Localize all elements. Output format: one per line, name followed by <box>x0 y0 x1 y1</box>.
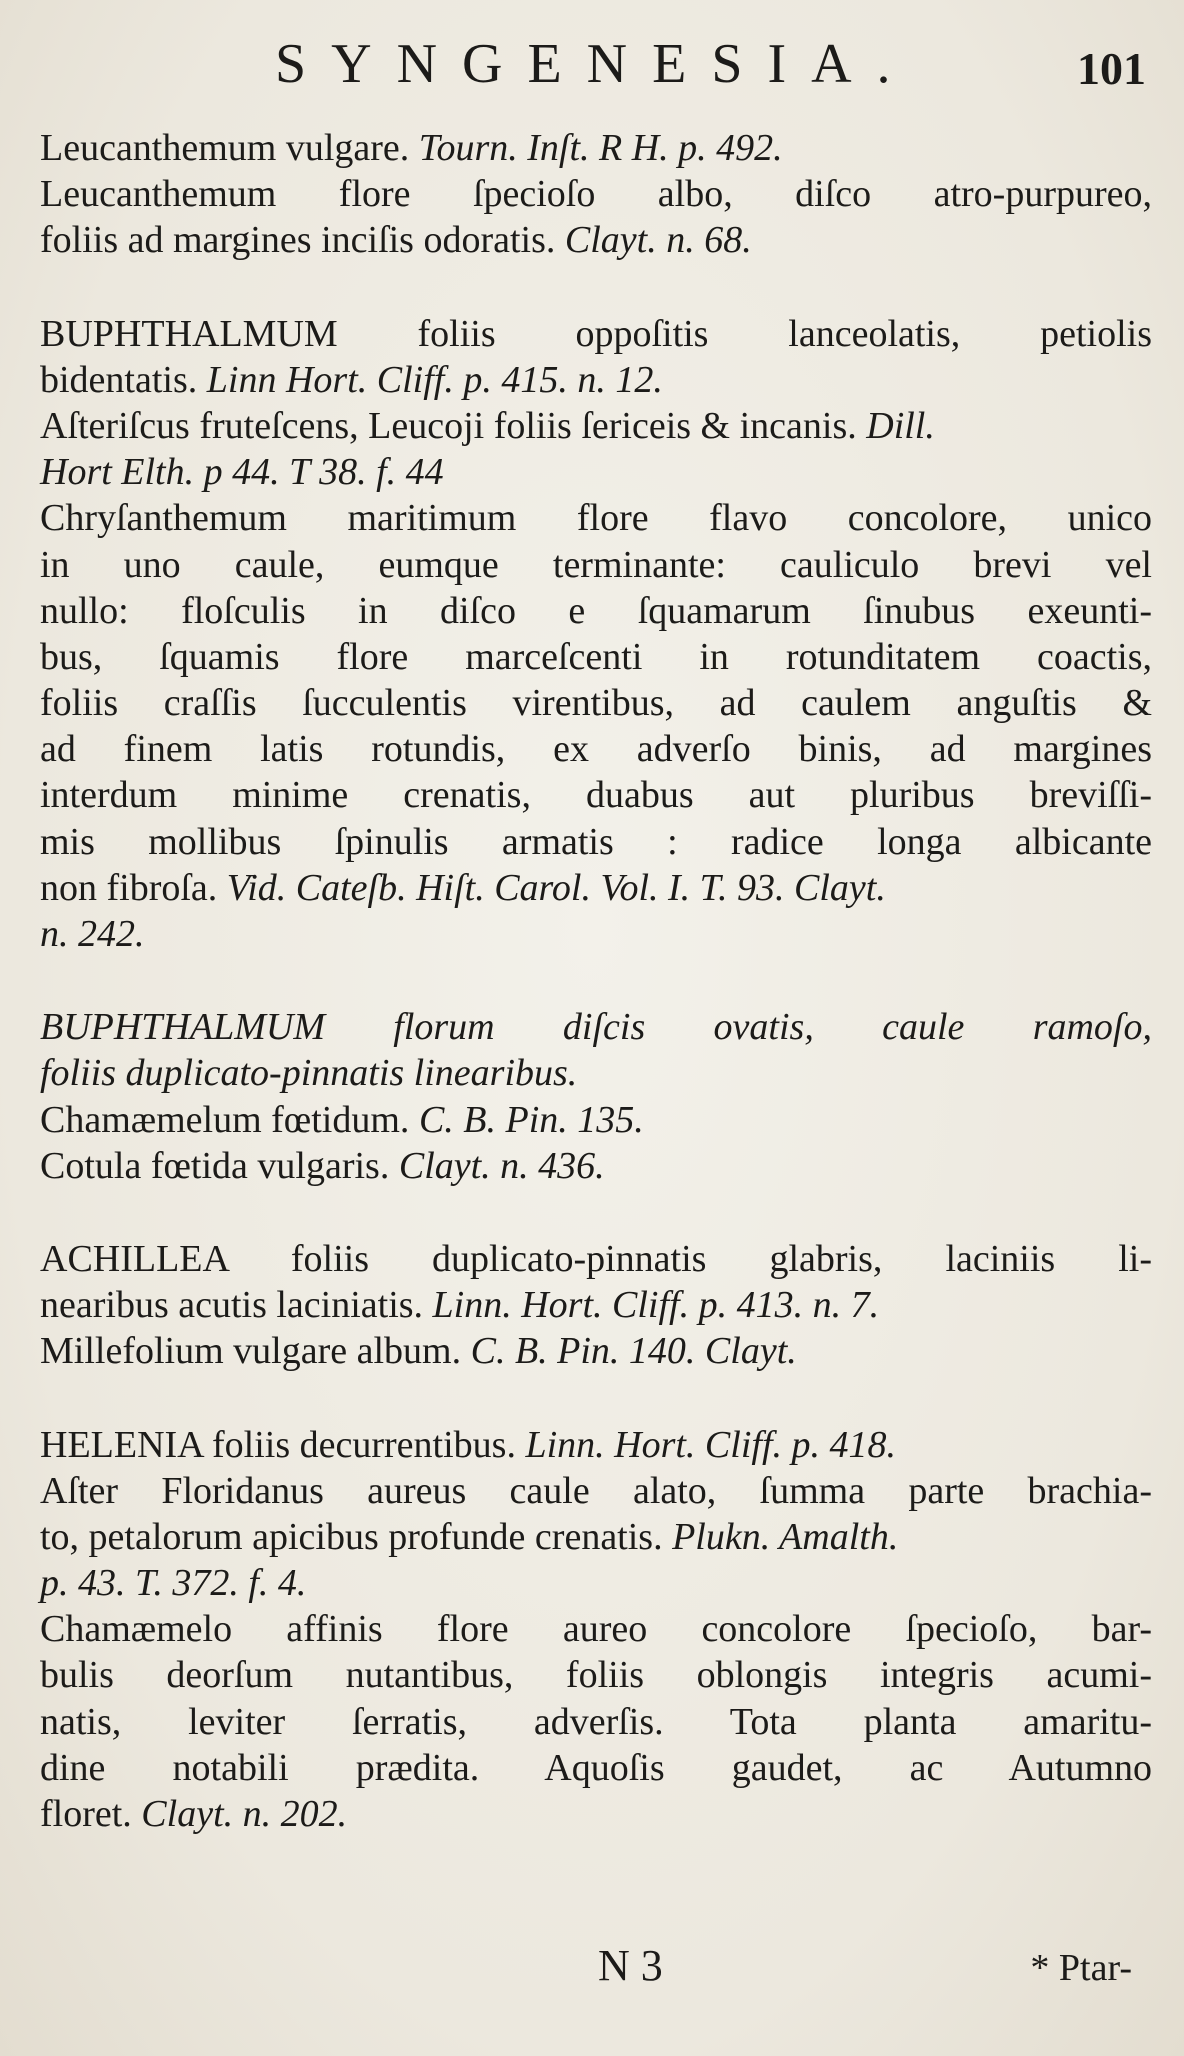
line-text: floret. <box>40 1793 142 1835</box>
text-line <box>40 311 1152 357</box>
text-line <box>40 1143 1152 1189</box>
text-line <box>40 772 1152 818</box>
entry-leucanthemum <box>40 125 1152 264</box>
text-line <box>40 1236 1152 1282</box>
text-line <box>40 1791 1152 1837</box>
line-text: nullo: floſculis in diſco e ſquamarum ſinubus exeunti- <box>40 589 1152 632</box>
line-text: Cotula fœtida vulgaris. <box>40 1144 399 1187</box>
citation: BUPHTHALMUM florum diſcis ovatis, caule ramoſo, <box>40 1006 1152 1049</box>
block-separator <box>40 1375 1152 1422</box>
line-text: dine notabili prædita. Aquoſis gaudet, ac Autumno <box>40 1746 1152 1789</box>
text-line <box>40 1282 1152 1328</box>
text-line <box>40 495 1152 541</box>
line-text: bus, ſquamis flore marceſcenti in rotunditatem coactis, <box>40 635 1152 678</box>
citation: n. 242. <box>40 913 145 955</box>
line-text: Aſter Floridanus aureus caule alato, ſumma parte brachia- <box>40 1469 1152 1512</box>
text-line <box>40 1606 1152 1652</box>
text-line <box>40 171 1152 217</box>
text-line <box>40 1050 1152 1096</box>
text-line <box>40 1468 1152 1514</box>
line-text: in uno caule, eumque terminante: cauliculo brevi vel <box>40 543 1152 586</box>
text-line <box>40 726 1152 772</box>
text-line <box>40 1560 1152 1606</box>
text-line <box>40 217 1152 263</box>
entry-helenia <box>40 1422 1152 1838</box>
citation: Clayt. n. 436. <box>398 1144 605 1187</box>
text-line <box>40 449 1152 495</box>
citation: Clayt. n. 202. <box>141 1793 348 1835</box>
line-text: Millefolium vulgare album. <box>40 1330 471 1373</box>
line-text: interdum minime crenatis, duabus aut pluribus breviſſi- <box>40 774 1152 817</box>
line-text: bidentatis. <box>40 358 207 401</box>
text-line <box>40 1652 1152 1698</box>
page-number: 101 <box>1077 43 1146 94</box>
line-text: to, petalorum apicibus profunde crenatis. <box>40 1515 673 1558</box>
text-line <box>40 680 1152 726</box>
line-text: nearibus acutis laciniatis. <box>40 1284 433 1327</box>
citation: C. B. Pin. 135. <box>418 1098 644 1141</box>
line-text: foliis ad margines inciſis odoratis. <box>40 219 565 262</box>
entry-buphthalmum-1 <box>40 311 1152 958</box>
citation: Clayt. n. 68. <box>564 219 752 262</box>
page-footer <box>0 1940 1184 2000</box>
block-separator <box>40 957 1152 1004</box>
line-text: Chryſanthemum maritimum flore flavo concolore, unico <box>40 497 1152 540</box>
text-line <box>40 357 1152 403</box>
signature-mark: N 3 <box>598 1941 663 1990</box>
page-title: SYNGENESIA. <box>275 33 916 95</box>
text-line <box>40 819 1152 865</box>
line-text: ACHILLEA foliis duplicato-pinnatis glabris, laciniis li- <box>40 1237 1152 1280</box>
text-line <box>40 1514 1152 1560</box>
citation: Linn. Hort. Cliff. p. 413. n. 7. <box>432 1284 880 1327</box>
block-separator <box>40 264 1152 311</box>
line-text: Chamæmelum fœtidum. <box>40 1098 419 1141</box>
citation: C. B. Pin. 140. Clayt. <box>470 1330 797 1373</box>
text-line <box>40 911 1152 957</box>
citation: p. 43. T. 372. f. 4. <box>40 1562 307 1605</box>
entry-buphthalmum-2 <box>40 1004 1152 1189</box>
running-head <box>0 30 1184 100</box>
text-line <box>40 125 1152 171</box>
line-text: foliis craſſis ſucculentis virentibus, ad caulem anguſtis & <box>40 682 1152 725</box>
citation: Hort Elth. p 44. T 38. f. 44 <box>40 451 444 494</box>
block-separator <box>40 1189 1152 1236</box>
catchword: * Ptar- <box>1030 1947 1132 1989</box>
citation: foliis duplicato-pinnatis linearibus. <box>40 1052 578 1095</box>
line-text: Leucanthemum flore ſpecioſo albo, diſco atro-purpureo, <box>40 173 1152 216</box>
citation: Tourn. Inſt. R H. p. 492. <box>418 127 783 169</box>
line-text: BUPHTHALMUM foliis oppoſitis lanceolatis, petiolis <box>40 312 1152 355</box>
text-line <box>40 1422 1152 1468</box>
text-line <box>40 1004 1152 1050</box>
line-text: bulis deorſum nutantibus, foliis oblongis integris acumi- <box>40 1654 1152 1697</box>
line-text: HELENIA foliis decurrentibus. <box>40 1423 526 1466</box>
text-line <box>40 634 1152 680</box>
citation: Linn. Hort. Cliff. p. 418. <box>525 1423 897 1466</box>
body-text <box>40 125 1152 1837</box>
text-line <box>40 542 1152 588</box>
line-text: Aſteriſcus fruteſcens, Leucoji foliis ſericeis & incanis. <box>40 404 867 447</box>
text-line <box>40 1328 1152 1374</box>
line-text: mis mollibus ſpinulis armatis : radice longa albicante <box>40 820 1152 863</box>
line-text: Leucanthemum vulgare. <box>40 127 419 169</box>
citation: Linn Hort. Cliff. p. 415. n. 12. <box>206 358 663 401</box>
citation: Plukn. Amalth. <box>672 1515 899 1558</box>
text-line <box>40 1097 1152 1143</box>
text-line <box>40 1745 1152 1791</box>
text-line <box>40 403 1152 449</box>
text-line <box>40 588 1152 634</box>
line-text: Chamæmelo affinis flore aureo concolore ſpecioſo, bar- <box>40 1608 1152 1651</box>
entry-achillea <box>40 1236 1152 1375</box>
line-text: natis, leviter ſerratis, adverſis. Tota planta amaritu- <box>40 1700 1152 1743</box>
citation: Dill. <box>866 404 935 447</box>
line-text: ad finem latis rotundis, ex adverſo binis, ad margines <box>40 728 1152 771</box>
line-text: non fibroſa. <box>40 866 227 909</box>
text-line <box>40 1699 1152 1745</box>
citation: Vid. Cateſb. Hiſt. Carol. Vol. I. T. 93. Clayt. <box>226 866 886 909</box>
text-line <box>40 865 1152 911</box>
